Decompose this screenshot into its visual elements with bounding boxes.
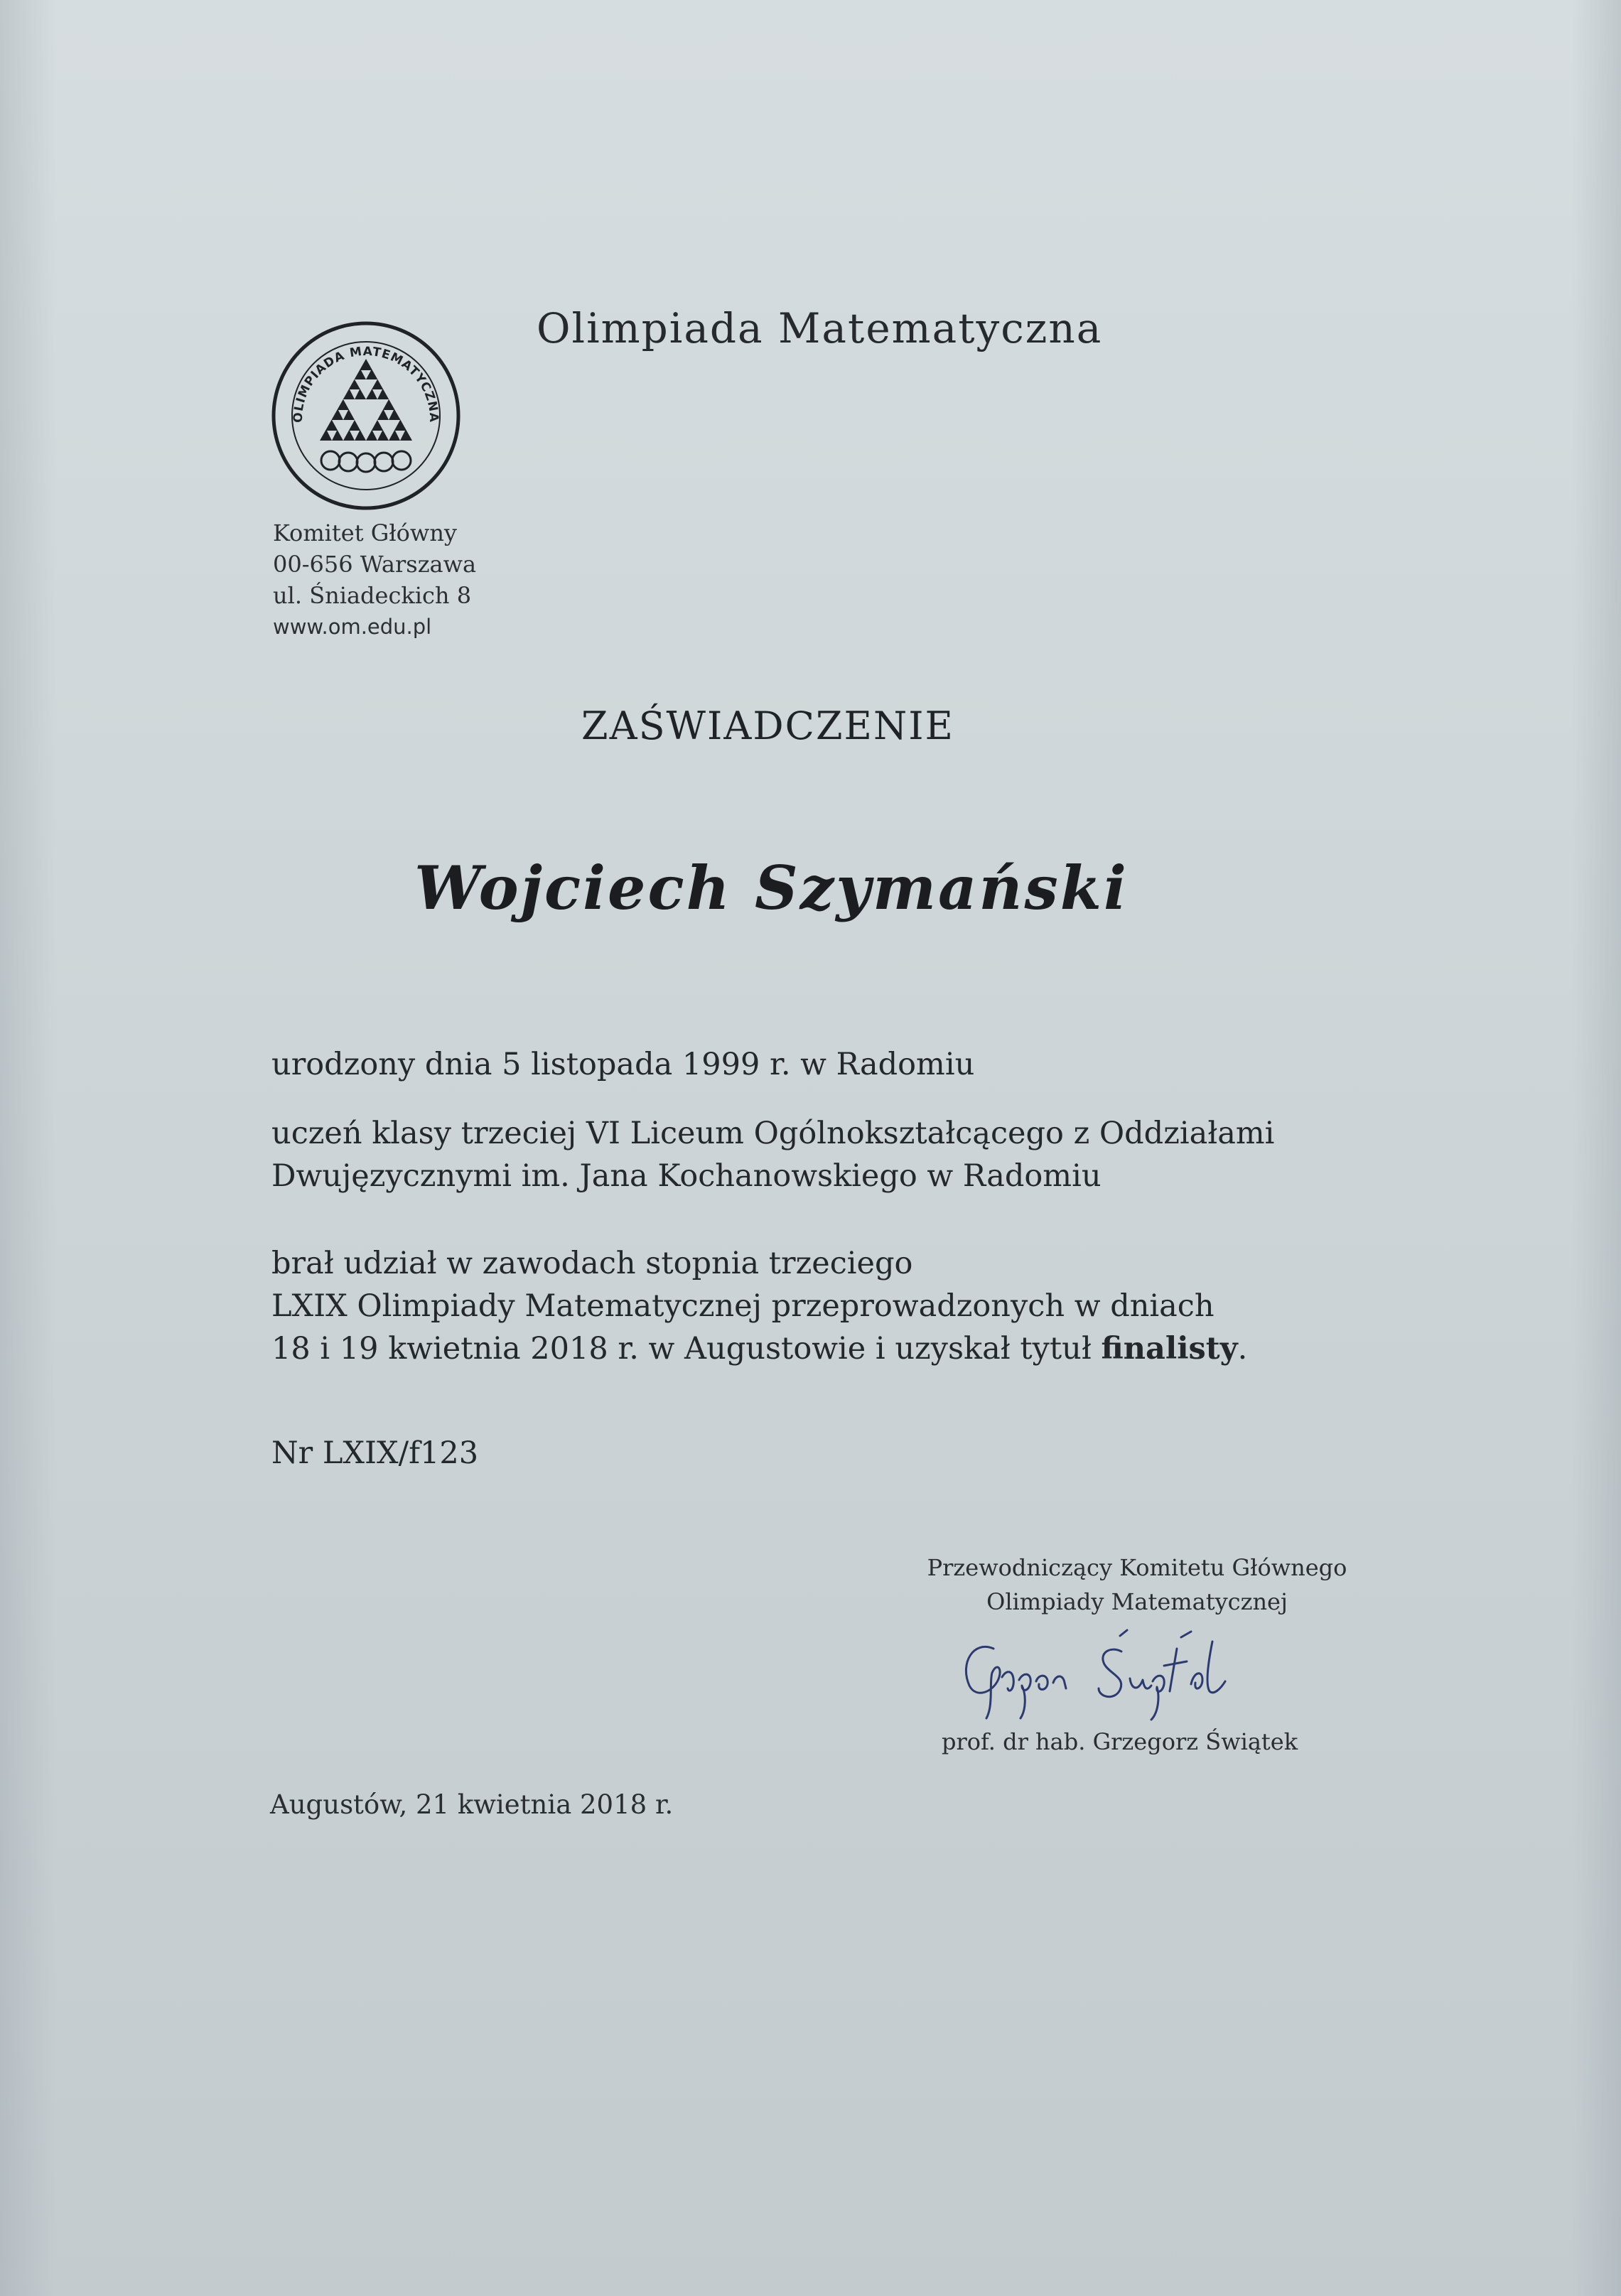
handwritten-signature <box>952 1620 1265 1727</box>
school-info <box>271 1112 1274 1197</box>
participation-line-final <box>271 1327 1247 1370</box>
awarded-title-suffix: . <box>1237 1331 1248 1367</box>
participation-line-text: 18 i 19 kwietnia 2018 r. w Augustowie i uzyskał tytuł <box>271 1331 1102 1367</box>
address-line: ul. Śniadeckich 8 <box>273 582 472 609</box>
signer-role-line: Przewodniczący Komitetu Głównego <box>927 1554 1347 1581</box>
certificate-number: Nr LXIX/f123 <box>271 1435 479 1471</box>
address-line: Komitet Główny <box>273 519 457 546</box>
person-name: Wojciech Szymański <box>414 853 1129 923</box>
participation-line: LXIX Olimpiady Matematycznej przeprowadzonych w dniach <box>271 1288 1215 1324</box>
page-shadow-right <box>1571 0 1621 2296</box>
signer-name: prof. dr hab. Grzegorz Świątek <box>942 1728 1298 1755</box>
place-and-date: Augustów, 21 kwietnia 2018 r. <box>270 1789 674 1820</box>
birth-line: urodzony dnia 5 listopada 1999 r. w Radomiu <box>271 1047 975 1082</box>
website-link: www.om.edu.pl <box>273 615 432 639</box>
participation-line: brał udział w zawodach stopnia trzeciego <box>271 1246 913 1281</box>
school-line: Dwujęzycznymi im. Jana Kochanowskiego w Radomiu <box>271 1158 1102 1194</box>
participation-info <box>271 1242 1247 1370</box>
organization-title: Olimpiada Matematyczna <box>537 304 1103 352</box>
logo-ring-text: OLIMPIADA MATEMATYCZNA <box>291 344 441 424</box>
awarded-title: finalisty <box>1101 1331 1238 1367</box>
olympiad-logo-icon <box>270 320 462 512</box>
document-title: ZAŚWIADCZENIE <box>581 704 954 748</box>
page-shadow-left <box>0 0 57 2296</box>
address-line: 00-656 Warszawa <box>273 551 477 578</box>
school-line: uczeń klasy trzeciej VI Liceum Ogólnokształcącego z Oddziałami <box>271 1116 1275 1151</box>
signer-role <box>895 1551 1379 1619</box>
signer-role-line: Olimpiady Matematycznej <box>986 1588 1288 1615</box>
organization-address <box>273 517 476 642</box>
birth-info <box>271 1043 974 1086</box>
